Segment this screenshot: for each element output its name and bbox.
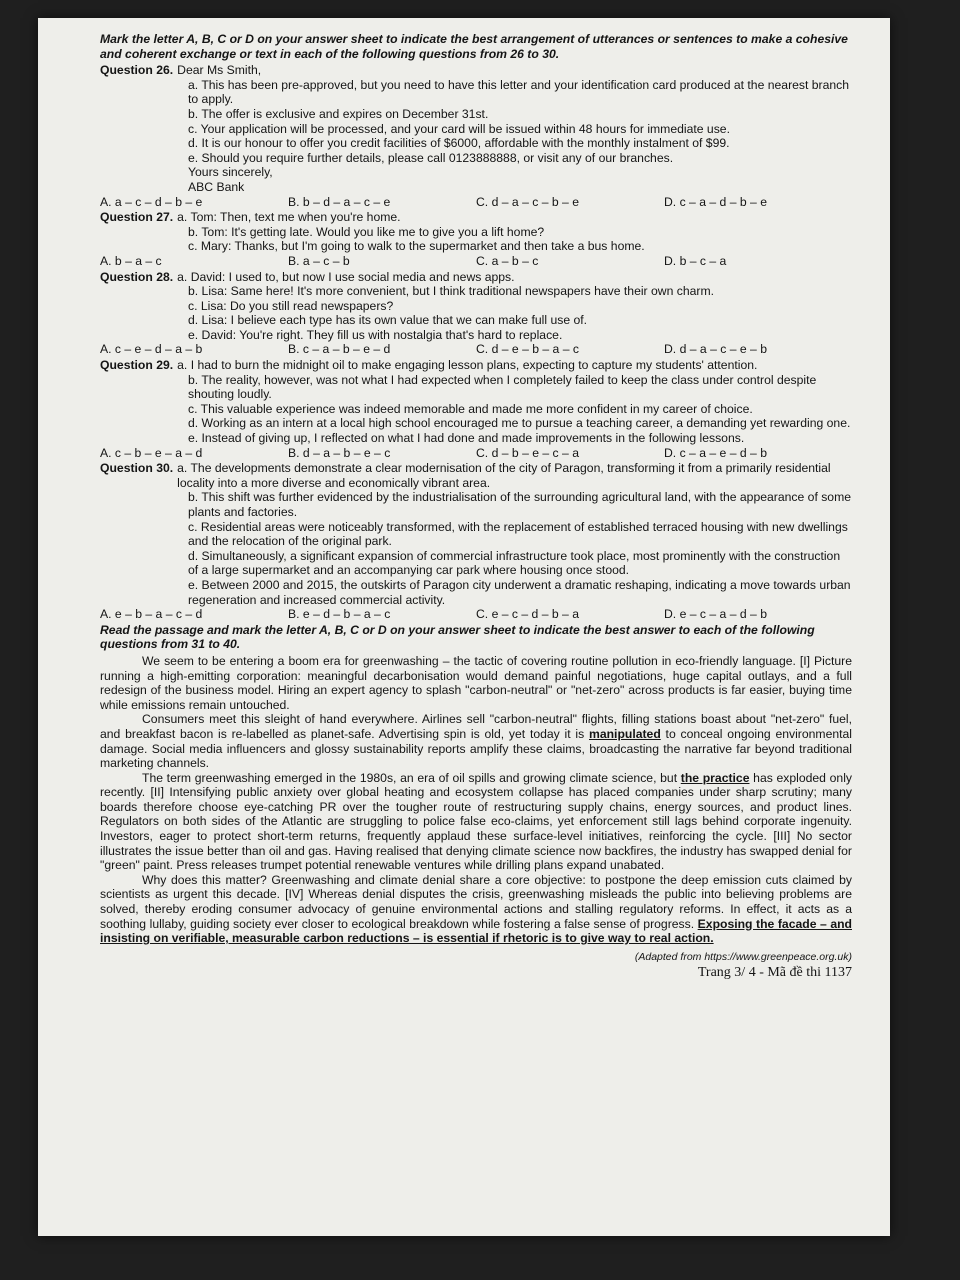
option-c[interactable]: C. d – a – c – b – e bbox=[476, 194, 579, 209]
question-head: a. I had to burn the midnight oil to make engaging lesson plans, expecting to capture my students' attention. bbox=[177, 358, 758, 373]
question-label: Question 29. bbox=[100, 358, 174, 373]
option-a[interactable]: A. a – c – d – b – e bbox=[100, 194, 203, 209]
question-26 bbox=[100, 63, 852, 209]
reading-passage bbox=[100, 654, 852, 946]
option-b[interactable]: B. e – d – b – a – c bbox=[288, 607, 391, 622]
list-item: c. Lisa: Do you still read newspapers? bbox=[188, 298, 394, 313]
passage-paragraph-4 bbox=[100, 873, 852, 946]
list-item: e. Instead of giving up, I reflected on what I had done and made improvements in the following lessons. bbox=[188, 431, 745, 446]
question-head: a. David: I used to, but now I use social media and news apps. bbox=[177, 269, 515, 284]
list-item: e. David: You're right. They fill us with nostalgia that's hard to replace. bbox=[188, 327, 563, 342]
signature: ABC Bank bbox=[188, 179, 245, 194]
underlined-word: manipulated bbox=[589, 726, 661, 741]
passage-paragraph-3 bbox=[100, 771, 852, 873]
question-label: Question 26. bbox=[100, 63, 174, 78]
list-item: b. Tom: It's getting late. Would you like me to give you a lift home? bbox=[188, 224, 545, 239]
passage-paragraph-1: We seem to be entering a boom era for greenwashing – the tactic of covering routine pollution in eco-friendly language. [I] Picture running a high-emitting corporation: meaningful decarbonisation would demand painful negotiations, huge capital outlays, and a full redesign of the business model. Hiring an expert agency to splash "carbon-neutral" or "net-zero" across products is far easier, buying time while emissions remain untouched. bbox=[100, 653, 852, 712]
option-d[interactable]: D. d – a – c – e – b bbox=[664, 342, 767, 357]
list-item: d. Lisa: I believe each type has its own value that we can make full use of. bbox=[188, 313, 588, 328]
passage-paragraph-2 bbox=[100, 712, 852, 770]
option-b[interactable]: B. d – a – b – e – c bbox=[288, 445, 391, 460]
text-run: Why does this matter? Greenwashing and climate denial share a core objective: to postpone the deep emission cuts claimed by scientists as urgent this decade. [IV] Whereas denial disputes the crisis, greenwashing misleads the public into believing problems are solved, thereby eroding consumer advocacy of genuine environmental actions and stalling regulatory reforms. In effect, it acts as a soothing lullaby, guiding society ever closer to ecological breakdown while fostering a false sense of progress. bbox=[100, 872, 852, 931]
page-footer: Trang 3/ 4 - Mã đề thi 1137 bbox=[697, 965, 852, 981]
list-item: c. Residential areas were noticeably transformed, with the replacement of established terraced housing with new dwellings and the relocation of the original park. bbox=[188, 519, 848, 549]
answer-options bbox=[100, 342, 852, 357]
option-c[interactable]: C. a – b – c bbox=[476, 253, 539, 268]
exam-page bbox=[38, 18, 890, 1236]
list-item: c. Mary: Thanks, but I'm going to walk to the supermarket and then take a bus home. bbox=[188, 239, 645, 254]
option-c[interactable]: C. d – b – e – c – a bbox=[476, 445, 579, 460]
text-run: to conceal ongoing environmental damage. Social media influencers and glossy sustainability reports amplify these claims, broadcasting the narrative far beyond traditional marketing channels. bbox=[100, 726, 852, 771]
list-item: b. The reality, however, was not what I had expected when I completely failed to keep the class under control despite shouting loudly. bbox=[188, 372, 817, 402]
question-head: a. The developments demonstrate a clear modernisation of the city of Paragon, transforming it from a primarily residential locality into a more diverse and economically vibrant area. bbox=[177, 461, 831, 490]
instructions-31-40: Read the passage and mark the letter A, B, C or D on your answer sheet to indicate the best answer to each of the following questions from 31 to 40. bbox=[100, 622, 815, 652]
question-30 bbox=[100, 461, 852, 622]
list-item: d. It is our honour to offer you credit facilities of $6000, affordable with the monthly instalment of $99. bbox=[188, 136, 730, 151]
list-item: d. Simultaneously, a significant expansion of commercial infrastructure took place, most prominently with the construction of a large supermarket and an accompanying car park where housing once stood. bbox=[188, 548, 841, 578]
option-d[interactable]: D. e – c – a – d – b bbox=[664, 607, 767, 622]
option-d[interactable]: D. c – a – e – d – b bbox=[664, 445, 767, 460]
option-b[interactable]: B. c – a – b – e – d bbox=[288, 342, 391, 357]
list-item: c. This valuable experience was indeed memorable and made me more confident in my career of choice. bbox=[188, 401, 753, 416]
text-run: Consumers meet this sleight of hand everywhere. Airlines sell "carbon-neutral" flights, filling stations boast about "net-zero" fuel, and breakfast bacon is re-labelled as planet-safe. Advertising spin is old, yet today it is bbox=[100, 712, 852, 741]
answer-options bbox=[100, 195, 852, 210]
list-item: c. Your application will be processed, and your card will be issued within 48 hours for immediate use. bbox=[188, 121, 730, 136]
answer-options bbox=[100, 607, 852, 622]
question-29 bbox=[100, 358, 852, 460]
question-label: Question 28. bbox=[100, 269, 174, 284]
list-item: a. This has been pre-approved, but you need to have this letter and your identification card produced at the nearest branch to apply. bbox=[188, 77, 850, 107]
answer-options bbox=[100, 254, 852, 269]
underlined-phrase: the practice bbox=[680, 770, 750, 785]
source-citation: (Adapted from https://www.greenpeace.org.uk) bbox=[634, 950, 852, 963]
option-d[interactable]: D. b – c – a bbox=[664, 253, 727, 268]
list-item: e. Between 2000 and 2015, the outskirts of Paragon city underwent a dramatic reshaping, indicating a move towards urban regeneration and increased commercial activity. bbox=[188, 577, 851, 607]
option-c[interactable]: C. d – e – b – a – c bbox=[476, 342, 579, 357]
question-head: a. Tom: Then, text me when you're home. bbox=[177, 210, 401, 225]
question-label: Question 27. bbox=[100, 210, 174, 225]
list-item: b. The offer is exclusive and expires on December 31st. bbox=[188, 106, 489, 121]
option-a[interactable]: A. c – e – d – a – b bbox=[100, 342, 203, 357]
question-label: Question 30. bbox=[100, 461, 174, 476]
list-item: d. Working as an intern at a local high school encouraged me to pursue a teaching career, a demanding yet rewarding one. bbox=[188, 416, 851, 431]
underlined-sentence: Exposing the facade – and insisting on verifiable, measurable carbon reductions – is essential if rhetoric is to give way to real action. bbox=[100, 916, 852, 946]
page-content bbox=[100, 32, 852, 981]
option-b[interactable]: B. a – c – b bbox=[288, 253, 350, 268]
answer-options bbox=[100, 446, 852, 461]
option-a[interactable]: A. e – b – a – c – d bbox=[100, 607, 203, 622]
list-item: b. Lisa: Same here! It's more convenient, but I think traditional newspapers have their own charm. bbox=[188, 284, 714, 299]
option-a[interactable]: A. b – a – c bbox=[100, 253, 162, 268]
option-d[interactable]: D. c – a – d – b – e bbox=[664, 194, 767, 209]
question-head: Dear Ms Smith, bbox=[177, 63, 262, 78]
question-28 bbox=[100, 270, 852, 358]
option-a[interactable]: A. c – b – e – a – d bbox=[100, 445, 203, 460]
text-run: has exploded only recently. [II] Intensifying public anxiety over global heating and ecosystem collapse has placed companies under sharp scrutiny; many boards therefore choose eye-catching PR over the tougher route of restructuring supply chains, energy sources, and product lines. Regulators on both sides of the Atlantic are struggling to police false eco-claims, yet enforcement still lags behind corporate ingenuity. Investors, eager to protect short-term returns, frequently applaud these surface-level initiatives, reinforcing the cycle. [III] No sector illustrates the issue better than oil and gas. Having realised that denying climate science now backfires, the industry has swapped denial for "green" paint. Press releases trumpet potential renewable ventures while drilling plans expand unabated. bbox=[100, 770, 852, 873]
option-c[interactable]: C. e – c – d – b – a bbox=[476, 607, 579, 622]
question-27 bbox=[100, 210, 852, 268]
closing: Yours sincerely, bbox=[188, 165, 273, 180]
option-b[interactable]: B. b – d – a – c – e bbox=[288, 194, 391, 209]
instructions-26-30: Mark the letter A, B, C or D on your answer sheet to indicate the best arrangement of utterances or sentences to make a cohesive and coherent exchange or text in each of the following questions from 26 to 30. bbox=[100, 32, 848, 61]
list-item: b. This shift was further evidenced by the industrialisation of the surrounding agricultural land, with the appearance of some plants and factories. bbox=[188, 490, 852, 519]
list-item: e. Should you require further details, please call 0123888888, or visit any of our branches. bbox=[188, 150, 674, 165]
text-run: The term greenwashing emerged in the 1980s, an era of oil spills and growing climate science, but bbox=[142, 770, 681, 785]
